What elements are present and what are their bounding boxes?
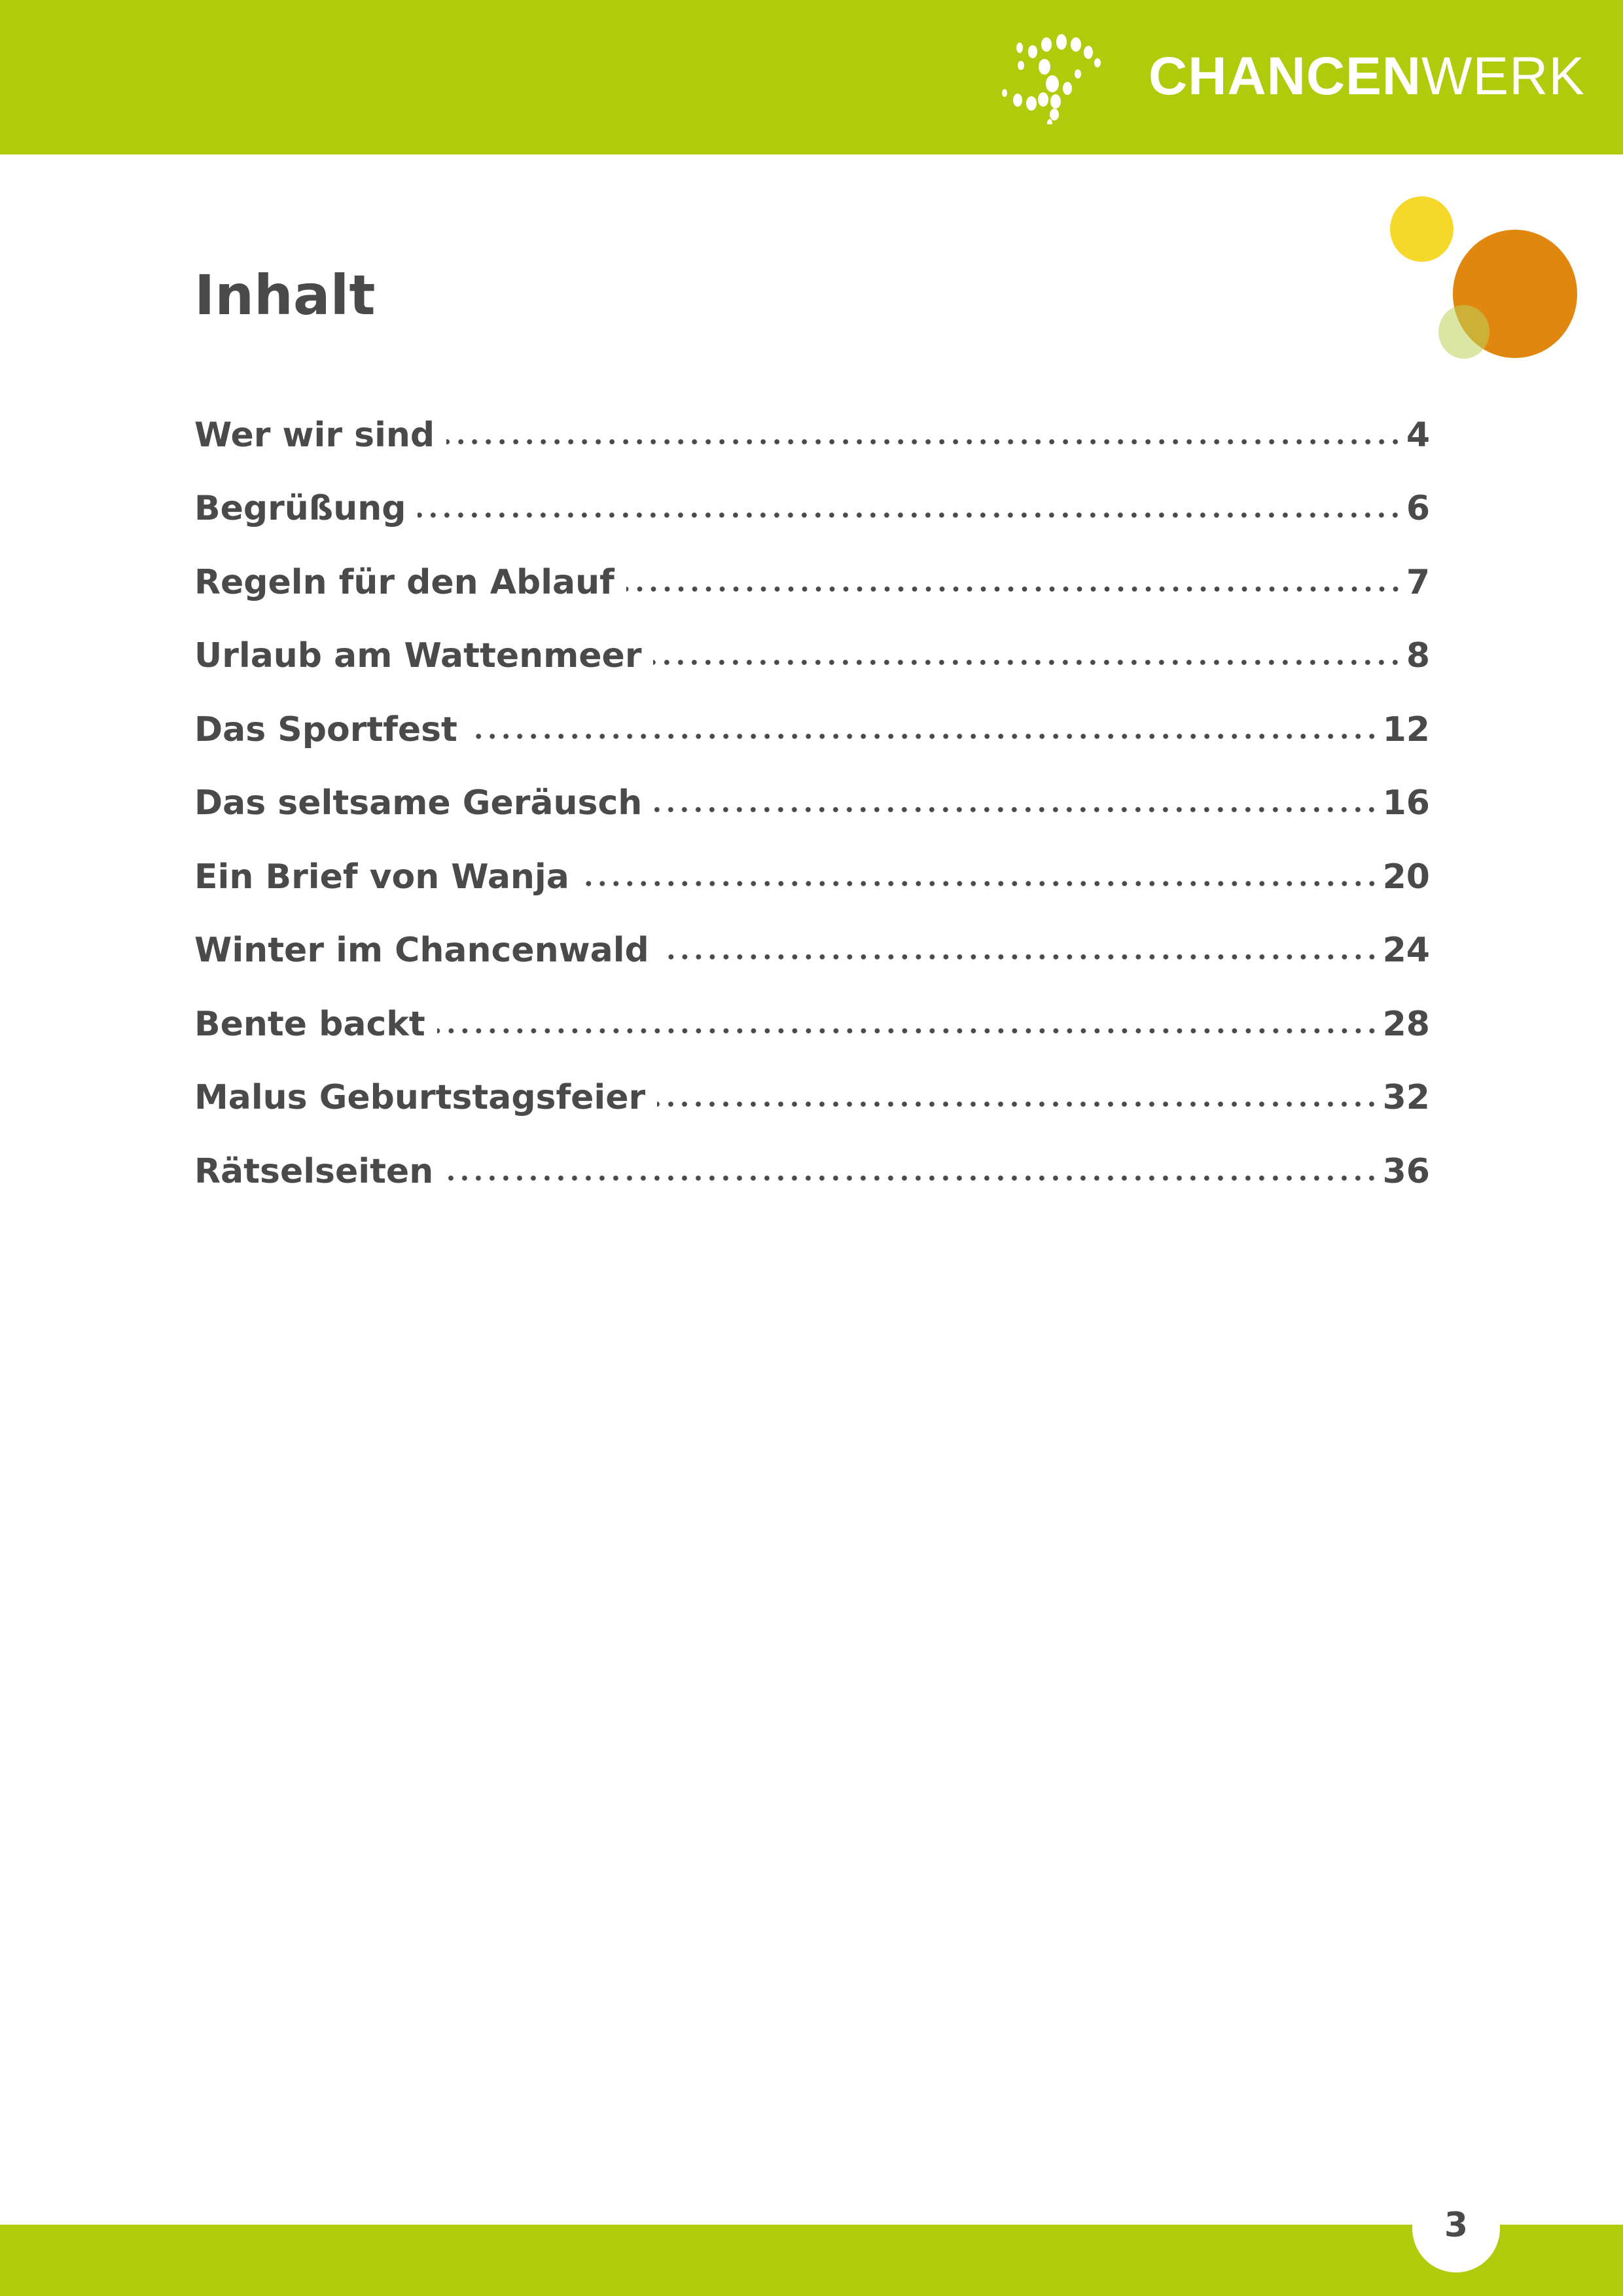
dot-leader (445, 1172, 1378, 1185)
toc-entry-page: 24 (1382, 931, 1430, 970)
toc-entry[interactable] (194, 756, 1430, 830)
toc-entry[interactable] (194, 609, 1430, 683)
toc-entry-label: Bente backt (194, 1004, 425, 1044)
toc-entry-label: Urlaub am Wattenmeer (194, 636, 642, 675)
toc-entry-label: Wer wir sind (194, 415, 435, 455)
toc-entry-label: Malus Geburtstagsfeier (194, 1078, 646, 1117)
dot-leader (657, 1098, 1378, 1111)
toc-entry-page: 4 (1406, 415, 1430, 455)
table-of-contents (194, 387, 1430, 1198)
toc-entry-page: 16 (1382, 783, 1430, 823)
dot-leader (626, 583, 1402, 596)
dot-leader (446, 435, 1402, 448)
page-title: Inhalt (194, 263, 376, 327)
toc-entry-label: Das seltsame Geräusch (194, 783, 643, 823)
toc-entry-page: 8 (1406, 636, 1430, 675)
toc-entry-page: 36 (1382, 1151, 1430, 1191)
toc-entry[interactable] (194, 977, 1430, 1050)
toc-entry-label: Winter im Chancenwald (194, 931, 649, 970)
decorative-yellow-circle (1390, 196, 1454, 262)
toc-entry[interactable] (194, 903, 1430, 977)
chancenwerk-logo (988, 26, 1585, 124)
toc-entry-label: Rätselseiten (194, 1151, 434, 1191)
dots-logo-icon (988, 26, 1145, 124)
dot-leader (469, 730, 1379, 743)
toc-entry[interactable] (194, 535, 1430, 609)
dot-leader (418, 509, 1402, 522)
toc-entry-label: Ein Brief von Wanja (194, 857, 569, 897)
brand-name (1149, 46, 1585, 106)
toc-entry-page: 28 (1382, 1004, 1430, 1044)
toc-entry[interactable] (194, 1124, 1430, 1198)
toc-entry-page: 12 (1382, 709, 1430, 749)
toc-entry-page: 6 (1406, 489, 1430, 528)
toc-entry[interactable] (194, 461, 1430, 535)
toc-entry-label: Das Sportfest (194, 709, 457, 749)
brand-bold: CHANCEN (1149, 46, 1421, 106)
dot-leader (437, 1024, 1379, 1037)
toc-entry-label: Begrüßung (194, 489, 406, 528)
footer-bar (0, 2225, 1623, 2296)
brand-light: WERK (1421, 46, 1585, 106)
page-number: 3 (1444, 2206, 1469, 2245)
toc-entry[interactable] (194, 682, 1430, 756)
toc-entry-page: 32 (1382, 1078, 1430, 1117)
toc-entry-page: 20 (1382, 857, 1430, 897)
toc-entry[interactable] (194, 829, 1430, 903)
toc-entry-label: Regeln für den Ablauf (194, 562, 615, 602)
toc-entry-page: 7 (1406, 562, 1430, 602)
dot-leader (661, 950, 1379, 963)
decorative-green-circle (1438, 305, 1489, 359)
dot-leader (581, 877, 1379, 890)
header-bar (0, 0, 1623, 154)
dot-leader (654, 803, 1378, 816)
toc-entry[interactable] (194, 1050, 1430, 1124)
toc-entry[interactable] (194, 387, 1430, 461)
dot-leader (653, 656, 1402, 669)
